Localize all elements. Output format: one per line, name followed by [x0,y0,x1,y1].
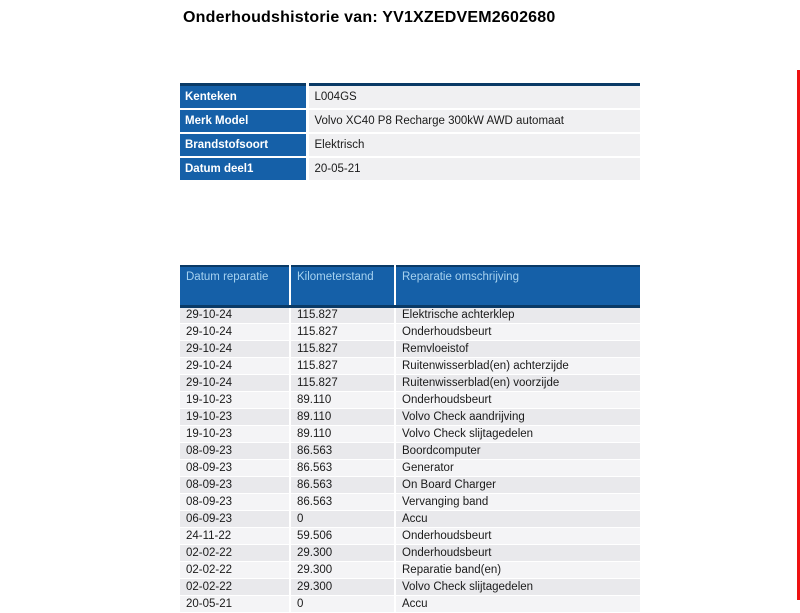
column-header-datum-reparatie: Datum reparatie [180,266,290,306]
repair-date-cell: 29-10-24 [180,357,290,374]
repair-km-cell: 115.827 [290,374,395,391]
repair-row [180,357,640,374]
info-row [180,157,640,181]
repair-desc-cell: Onderhoudsbeurt [395,391,640,408]
vehicle-info-table [180,83,640,182]
info-value: 20-05-21 [307,157,640,181]
repair-km-cell: 0 [290,595,395,612]
info-label: Brandstofsoort [180,133,307,157]
repair-date-cell: 19-10-23 [180,408,290,425]
repair-date-cell: 08-09-23 [180,476,290,493]
repair-desc-cell: Elektrische achterklep [395,306,640,323]
repair-date-cell: 29-10-24 [180,306,290,323]
repair-date-cell: 08-09-23 [180,442,290,459]
repair-desc-cell: Vervanging band [395,493,640,510]
repair-km-cell: 115.827 [290,357,395,374]
repair-date-cell: 29-10-24 [180,323,290,340]
info-row [180,133,640,157]
repair-km-cell: 59.506 [290,527,395,544]
repair-date-cell: 19-10-23 [180,425,290,442]
repair-row [180,527,640,544]
repair-history-body [180,306,640,612]
repair-row [180,544,640,561]
repair-km-cell: 29.300 [290,561,395,578]
repair-history-header [180,266,640,306]
info-value: Volvo XC40 P8 Recharge 300kW AWD automaat [307,109,640,133]
repair-desc-cell: Reparatie band(en) [395,561,640,578]
repair-row [180,391,640,408]
vehicle-info-body [180,85,640,181]
repair-km-cell: 86.563 [290,459,395,476]
repair-date-cell: 08-09-23 [180,459,290,476]
repair-row [180,306,640,323]
repair-km-cell: 86.563 [290,442,395,459]
repair-row [180,493,640,510]
repair-row [180,510,640,527]
repair-km-cell: 86.563 [290,476,395,493]
info-label: Merk Model [180,109,307,133]
repair-row [180,595,640,612]
repair-date-cell: 08-09-23 [180,493,290,510]
info-label: Datum deel1 [180,157,307,181]
repair-km-cell: 115.827 [290,323,395,340]
page-title: Onderhoudshistorie van: YV1XZEDVEM2602680 [183,9,556,26]
repair-row [180,408,640,425]
column-header-reparatie-omschrijving: Reparatie omschrijving [395,266,640,306]
info-label: Kenteken [180,85,307,109]
repair-header-row [180,266,640,306]
column-header-kilometerstand: Kilometerstand [290,266,395,306]
repair-km-cell: 89.110 [290,425,395,442]
repair-desc-cell: On Board Charger [395,476,640,493]
repair-desc-cell: Volvo Check slijtagedelen [395,425,640,442]
info-row [180,85,640,109]
info-row [180,109,640,133]
info-value: L004GS [307,85,640,109]
repair-km-cell: 86.563 [290,493,395,510]
repair-km-cell: 115.827 [290,306,395,323]
repair-date-cell: 06-09-23 [180,510,290,527]
repair-date-cell: 02-02-22 [180,578,290,595]
repair-row [180,476,640,493]
repair-row [180,340,640,357]
repair-date-cell: 24-11-22 [180,527,290,544]
repair-date-cell: 29-10-24 [180,340,290,357]
repair-desc-cell: Onderhoudsbeurt [395,544,640,561]
repair-date-cell: 29-10-24 [180,374,290,391]
repair-history-table [180,265,640,613]
repair-desc-cell: Boordcomputer [395,442,640,459]
repair-row [180,374,640,391]
repair-km-cell: 89.110 [290,408,395,425]
repair-km-cell: 29.300 [290,578,395,595]
repair-row [180,425,640,442]
repair-date-cell: 20-05-21 [180,595,290,612]
repair-desc-cell: Ruitenwisserblad(en) achterzijde [395,357,640,374]
repair-desc-cell: Generator [395,459,640,476]
repair-desc-cell: Accu [395,510,640,527]
repair-date-cell: 19-10-23 [180,391,290,408]
repair-desc-cell: Volvo Check aandrijving [395,408,640,425]
repair-km-cell: 89.110 [290,391,395,408]
repair-desc-cell: Ruitenwisserblad(en) voorzijde [395,374,640,391]
repair-desc-cell: Onderhoudsbeurt [395,323,640,340]
repair-km-cell: 0 [290,510,395,527]
repair-km-cell: 115.827 [290,340,395,357]
repair-km-cell: 29.300 [290,544,395,561]
repair-row [180,442,640,459]
repair-row [180,561,640,578]
repair-date-cell: 02-02-22 [180,544,290,561]
repair-desc-cell: Remvloeistof [395,340,640,357]
repair-desc-cell: Accu [395,595,640,612]
info-value: Elektrisch [307,133,640,157]
repair-desc-cell: Onderhoudsbeurt [395,527,640,544]
repair-row [180,578,640,595]
repair-row [180,323,640,340]
repair-date-cell: 02-02-22 [180,561,290,578]
repair-desc-cell: Volvo Check slijtagedelen [395,578,640,595]
repair-row [180,459,640,476]
